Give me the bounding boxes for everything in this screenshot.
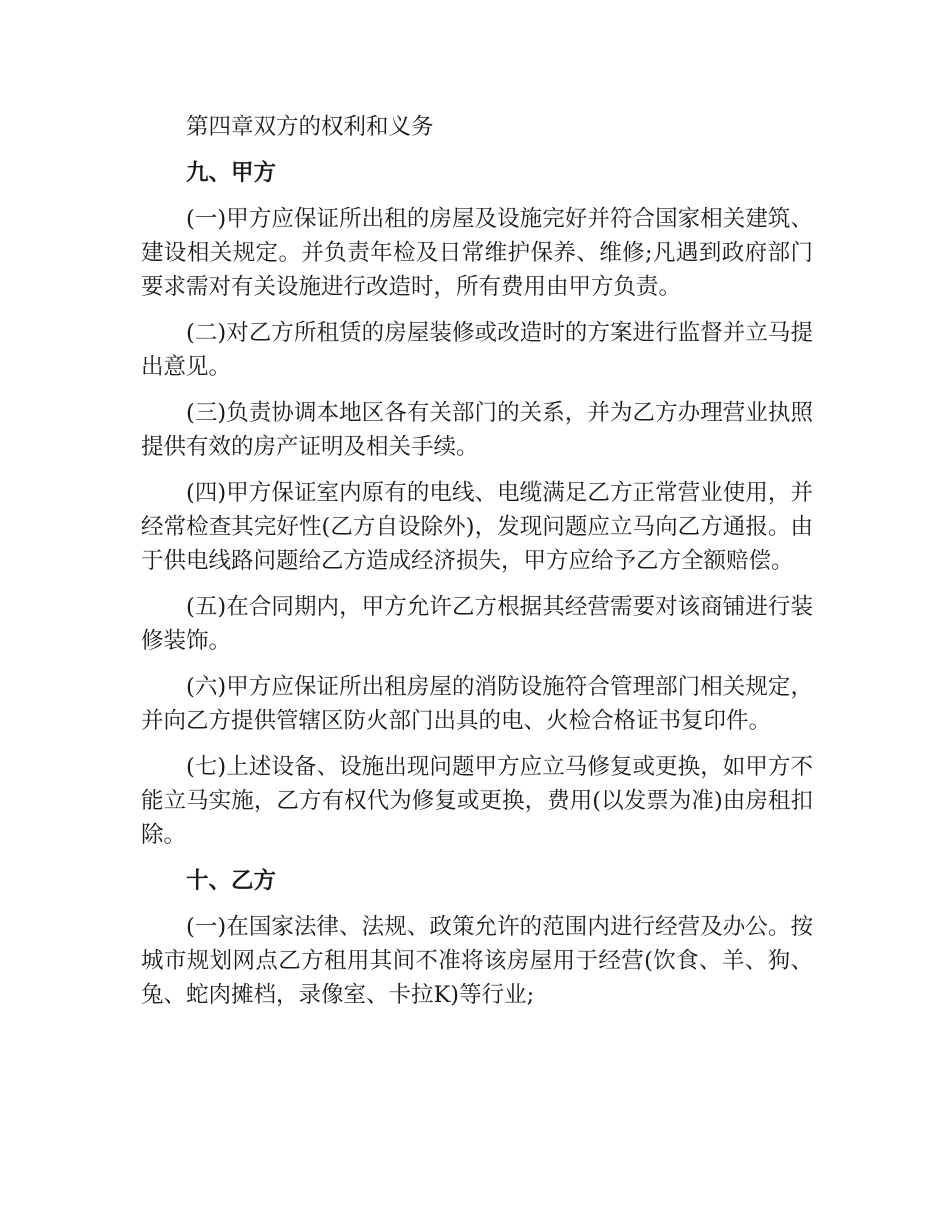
chapter-title: 第四章双方的权利和义务: [186, 114, 434, 140]
party-a-clause-7: (七)上述设备、设施出现问题甲方应立马修复或更换，如甲方不能立马实施，乙方有权代为修复或更换，费用(以发票为准)由房租扣除。: [141, 754, 813, 848]
party-a-clause-6: (六)甲方应保证所出租房屋的消防设施符合管理部门相关规定，并向乙方提供管辖区防火部门出具的电、火检合格证书复印件。: [141, 674, 813, 734]
party-b-clause-1: (一)在国家法律、法规、政策允许的范围内进行经营及办公。按城市规划网点乙方租用其间不准将该房屋用于经营(饮食、羊、狗、兔、蛇肉摊档，录像室、卡拉K)等行业;: [141, 914, 813, 1008]
document-body: [141, 110, 813, 1024]
section-heading-party-a: 九、甲方: [186, 160, 277, 186]
party-a-clause-4: (四)甲方保证室内原有的电线、电缆满足乙方正常营业使用，并经常检查其完好性(乙方自设除外)，发现问题应立马向乙方通报。由于供电线路问题给乙方造成经济损失，甲方应给予乙方全额赔偿。: [141, 480, 813, 574]
party-a-clause-1: (一)甲方应保证所出租的房屋及设施完好并符合国家相关建筑、建设相关规定。并负责年检及日常维护保养、维修;凡遇到政府部门要求需对有关设施进行改造时，所有费用由甲方负责。: [141, 206, 813, 300]
party-a-clause-2: (二)对乙方所租赁的房屋装修或改造时的方案进行监督并立马提出意见。: [141, 320, 813, 380]
party-a-clause-3: (三)负责协调本地区各有关部门的关系，并为乙方办理营业执照提供有效的房产证明及相关手续。: [141, 400, 813, 460]
section-heading-party-b: 十、乙方: [186, 868, 277, 894]
party-a-clause-5: (五)在合同期内，甲方允许乙方根据其经营需要对该商铺进行装修装饰。: [141, 594, 813, 654]
